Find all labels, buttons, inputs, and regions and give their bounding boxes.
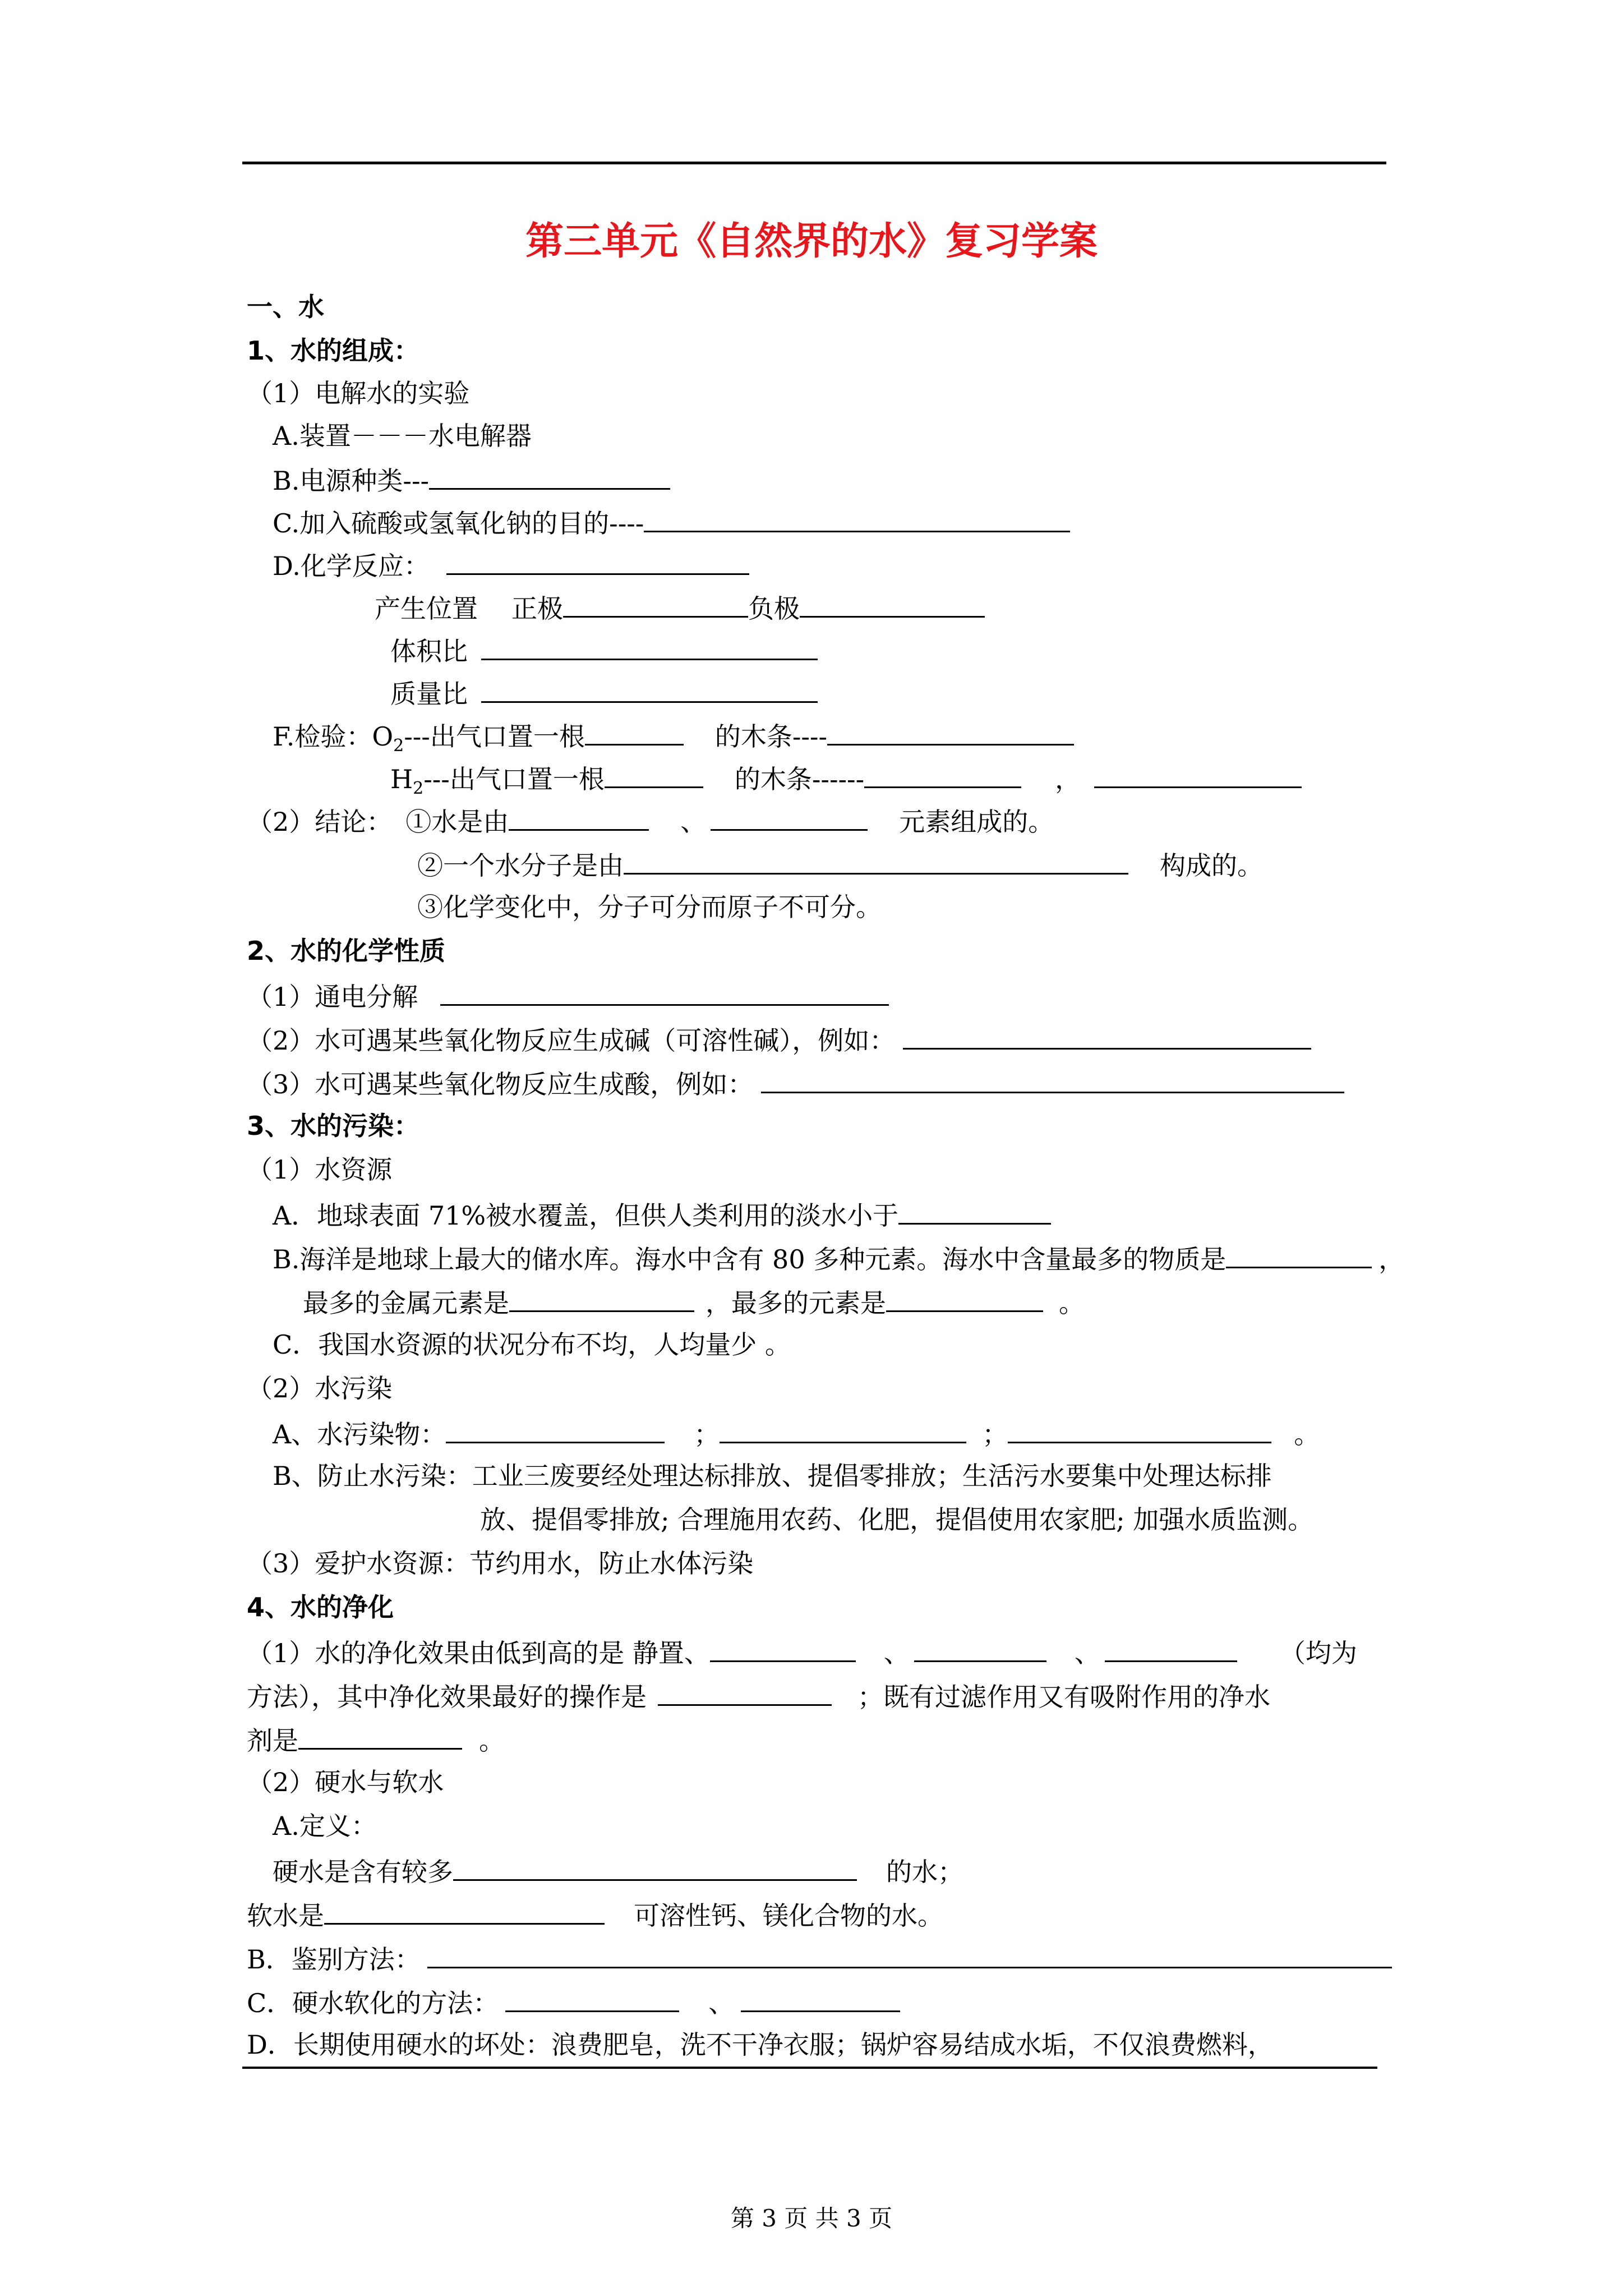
line-text: F.检验：O (273, 721, 394, 752)
text-line (273, 1196, 1051, 1233)
answer-blank[interactable] (741, 1984, 900, 2012)
answer-blank[interactable] (446, 546, 749, 575)
answer-blank[interactable] (1094, 760, 1302, 788)
line-text: C.加入硫酸或氢氧化钠的目的---- (273, 508, 644, 539)
line-text: 、 (708, 1988, 735, 2018)
line-text: 质量比 (390, 679, 468, 709)
text-line (247, 1634, 1357, 1671)
text-line (273, 504, 1070, 541)
line-text: 。 (1294, 1419, 1320, 1450)
subscript: 2 (413, 779, 424, 799)
line-text: B．鉴别方法： (247, 1944, 421, 1975)
line-text: ， (1055, 764, 1081, 794)
line-text: 元素组成的。 (899, 807, 1054, 837)
text-line (247, 977, 889, 1014)
line-text: （3）水可遇某些氧化物反应生成酸，例如： (247, 1069, 754, 1099)
answer-blank[interactable] (585, 717, 684, 746)
line-text: 。 (479, 1726, 505, 1756)
line-text: 剂是 (247, 1726, 298, 1756)
line-text: ；既有过滤作用又有吸附作用的净水 (857, 1682, 1270, 1712)
line-text: 、 (883, 1638, 910, 1668)
text-line (247, 1721, 505, 1758)
line-text: （均为 (1279, 1638, 1357, 1668)
answer-blank[interactable] (903, 1021, 1311, 1050)
line-text: ①水是由 (405, 807, 509, 837)
line-text: 、 (680, 807, 707, 837)
line-text: ， (1378, 1244, 1405, 1274)
document-title: 第三单元《自然界的水》复习学案 (525, 219, 1098, 264)
text-line (417, 846, 1263, 883)
text-line (390, 674, 818, 711)
section-heading: 2、水的化学性质 (247, 936, 446, 966)
header-rule (242, 162, 1386, 164)
line-text: H (390, 764, 413, 794)
section-heading: 4、水的净化 (247, 1592, 394, 1622)
answer-blank[interactable] (509, 802, 649, 831)
line-text: 的水； (886, 1857, 963, 1887)
text-line (247, 1940, 1392, 1977)
page-footer: 第 3 页 共 3 页 (730, 2205, 893, 2232)
answer-blank[interactable] (509, 1283, 694, 1312)
line-text: ---出气口置一根 (423, 764, 605, 794)
line-text: A、水污染物： (273, 1419, 446, 1450)
answer-blank[interactable] (710, 1634, 856, 1662)
answer-blank[interactable] (914, 1634, 1046, 1662)
line-text: （2）水可遇某些氧化物反应生成碱（可溶性碱），例如： (247, 1025, 896, 1056)
line-text: 软水是 (247, 1901, 324, 1931)
line-text: （1）水的净化效果由低到高的是 静置、 (247, 1638, 710, 1668)
line-text: 正极 (511, 593, 563, 624)
text-line (273, 1852, 963, 1889)
answer-blank[interactable] (505, 1984, 679, 2012)
line-text: ； (982, 1419, 1008, 1450)
text-line (247, 1021, 1311, 1058)
text-line: ③化学变化中，分子可分而原子不可分。 (417, 892, 882, 922)
text-line: （3）爱护水资源：节约用水，防止水体污染 (247, 1548, 754, 1579)
line-text: （1）通电分解 (247, 982, 418, 1012)
answer-blank[interactable] (481, 674, 818, 703)
text-line (273, 717, 1074, 763)
line-text: B.海洋是地球上最大的储水库。海水中含有 80 多种元素。海水中含量最多的物质是 (273, 1244, 1227, 1274)
line-text: ，最多的元素是 (706, 1288, 886, 1318)
answer-blank[interactable] (298, 1721, 462, 1750)
line-text: A．地球表面 71%被水覆盖，但供人类利用的淡水小于 (273, 1200, 899, 1231)
answer-blank[interactable] (658, 1677, 832, 1706)
subscript: 2 (393, 736, 404, 756)
answer-blank[interactable] (761, 1065, 1344, 1093)
line-text: 的木条---- (714, 721, 827, 752)
text-line: A.定义： (273, 1811, 377, 1841)
text-line: 放、提倡零排放; 合理施用农药、化肥，提倡使用农家肥; 加强水质监测。 (480, 1504, 1314, 1535)
answer-blank[interactable] (1105, 1634, 1237, 1662)
text-line: （1）水资源 (247, 1154, 393, 1185)
section-heading: 3、水的污染： (247, 1111, 420, 1141)
text-line: （2）硬水与软水 (247, 1767, 444, 1797)
text-line: B、防止水污染：工业三废要经处理达标排放、提倡零排放；生活污水要集中处理达标排 (273, 1461, 1272, 1491)
section-heading: 1、水的组成： (247, 335, 420, 366)
line-text: 产生位置 (375, 593, 478, 624)
text-line (303, 1283, 1085, 1320)
text-line (247, 1065, 1344, 1102)
text-line (273, 461, 670, 498)
answer-blank[interactable] (429, 461, 670, 490)
line-text: 的木条------ (734, 764, 865, 794)
answer-blank[interactable] (827, 717, 1074, 746)
answer-blank[interactable] (624, 846, 1128, 875)
bottom-rule (242, 2067, 1377, 2069)
line-text: C．硬水软化的方法： (247, 1988, 499, 2018)
answer-blank[interactable] (711, 802, 868, 831)
text-line (247, 802, 1054, 839)
answer-blank[interactable] (1008, 1415, 1271, 1443)
answer-blank[interactable] (481, 632, 818, 660)
answer-blank[interactable] (886, 1283, 1043, 1312)
line-text: D.化学反应： (273, 551, 430, 581)
section-heading: 一、水 (247, 292, 324, 322)
text-line (247, 1677, 1270, 1714)
text-line (390, 760, 1302, 806)
line-text: （2）结论： (247, 807, 393, 837)
line-text: ； (694, 1419, 720, 1450)
answer-blank[interactable] (720, 1415, 966, 1443)
text-line: A.装置－－－水电解器 (273, 421, 532, 451)
line-text: 硬水是含有较多 (273, 1857, 453, 1887)
text-line (375, 589, 985, 626)
answer-blank[interactable] (563, 589, 748, 618)
line-text: ②一个水分子是由 (417, 850, 624, 881)
text-line: （2）水污染 (247, 1373, 393, 1404)
text-line (390, 632, 818, 669)
line-text: 最多的金属元素是 (303, 1288, 509, 1318)
text-line: （1）电解水的实验 (247, 378, 470, 408)
text-line (273, 1415, 1320, 1452)
line-text: 构成的。 (1160, 850, 1263, 881)
line-text: 。 (1059, 1288, 1085, 1318)
text-line (247, 1896, 943, 1933)
answer-blank[interactable] (864, 760, 1021, 788)
answer-blank[interactable] (800, 589, 985, 618)
answer-blank[interactable] (324, 1896, 605, 1925)
text-line (247, 1984, 900, 2021)
text-line: C．我国水资源的状况分布不均，人均量少 。 (273, 1329, 791, 1360)
text-line: D．长期使用硬水的坏处：浪费肥皂，洗不干净衣服；锅炉容易结成水垢，不仅浪费燃料， (247, 2030, 1274, 2060)
line-text: 负极 (748, 593, 800, 624)
line-text: B.电源种类--- (273, 466, 430, 496)
line-text: 可溶性钙、镁化合物的水。 (634, 1901, 943, 1931)
answer-blank[interactable] (440, 977, 889, 1006)
line-text: 体积比 (390, 636, 468, 666)
line-text: 方法），其中净化效果最好的操作是 (247, 1682, 647, 1712)
answer-blank[interactable] (644, 504, 1070, 532)
answer-blank[interactable] (1226, 1240, 1372, 1268)
answer-blank[interactable] (605, 760, 703, 788)
line-text: ---出气口置一根 (404, 721, 585, 752)
answer-blank[interactable] (427, 1940, 1392, 1968)
text-line (273, 546, 749, 583)
text-line (273, 1240, 1404, 1277)
answer-blank[interactable] (446, 1415, 665, 1443)
line-text: 、 (1074, 1638, 1100, 1668)
answer-blank[interactable] (453, 1852, 857, 1881)
answer-blank[interactable] (898, 1196, 1051, 1225)
